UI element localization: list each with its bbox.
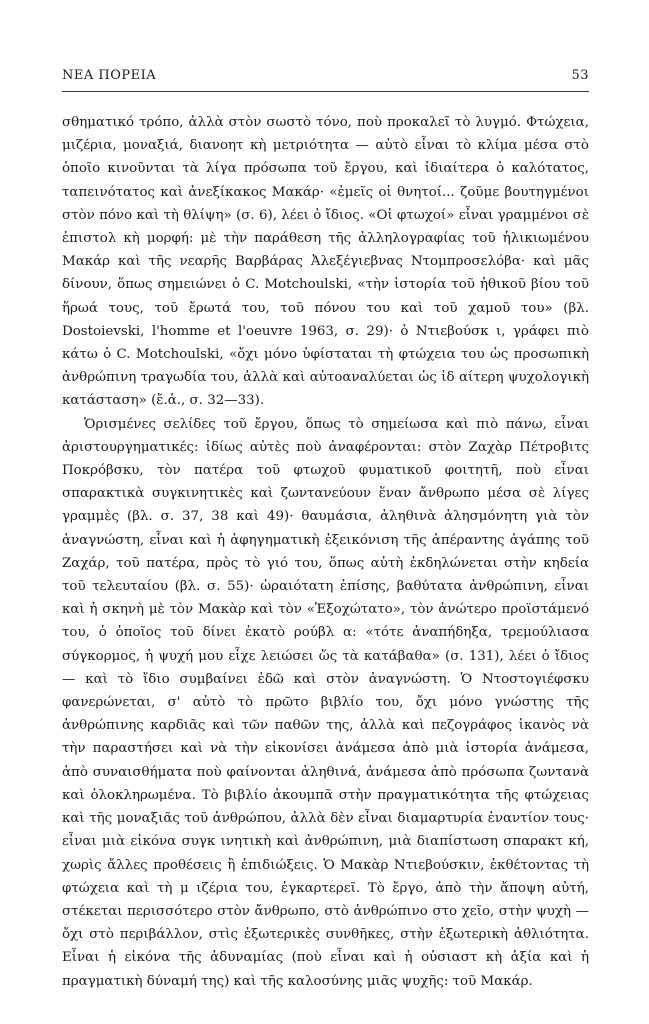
page-number: 53 <box>571 68 589 83</box>
paragraph-1: σθηματικό τρόπο, ἀλλὰ στὸν σωστὸ τόνο, ποὺ προκαλεῖ τὸ λυγμό. Φτώχεια, μιζέρια, μοναξιά, διανοητ κὴ μετριότητα — αὐτὸ εἶναι τὸ κλίμα μέσα στὸ ὁποῖο κινοῦνται τὰ λίγα πρόσωπα τοῦ ἔργου, καὶ ἰδιαίτερα ὁ καλότατος, ταπεινότατος καὶ ἀνεξίκακος Μακάρ· «ἐμεῖς οἱ θνητοί... ζοῦμε βουτηγμένοι στὸν πόνο καὶ τὴ θλίψη» (σ. 6), λέει ὁ ἴδιος. «Οἱ φτωχοί» εἶναι γραμμένοι σὲ ἐπιστολ κὴ μορφή: μὲ τὴν παράθεση τῆς ἀλληλογραφίας τοῦ ἡλικιωμένου Μακάρ καὶ τῆς νεαρῆς Βαρβάρας Ἀλεξέγιεβνας Ντομπροσελόβα· καὶ μᾶς δίνουν, ὅπως σημειώνει ὁ C. Motchoulski, «τὴν ἱστορία τοῦ ἠθικοῦ βίου τοῦ ἥρωά τους, τοῦ ἔρωτά του, τοῦ πόνου του καὶ τοῦ χαμοῦ του» (βλ. Dostoievski, l'homme et l'oeuvre 1963, σ. 29)· ὁ Ντιεβούσκ ι, γράφει πιὸ κάτω ὁ C. Motchoulski, «ὄχι μόνο ὑφίσταται τὴ φτώχεια του ὡς προσωπικὴ ἀνθρώπινη τραγωδία του, ἀλλὰ καὶ αὐτοαναλύεται ὡς ἰδ αίτερη ψυχολογικὴ κατάσταση» (ἔ.ἀ., σ. 32—33). <box>62 115 589 409</box>
body-text <box>62 111 589 993</box>
running-header <box>62 68 589 92</box>
journal-title: ΝΕΑ ΠΟΡΕΙΑ <box>62 68 157 83</box>
paragraph-2: Ὁρισμένες σελίδες τοῦ ἔργου, ὅπως τὸ σημείωσα καὶ πιὸ πάνω, εἶναι ἀριστουργηματικές: ἰδίως αὐτὲς ποὺ ἀναφέρονται: στὸν Ζαχὰρ Πέτροβιτς Ποκρόβσκυ, τὸν πατέρα τοῦ φτωχοῦ φυματικοῦ φοιτητῆ, ποὺ εἶναι σπαρακτικὰ συγκινητικὲς καὶ ζωντανεύουν ἕναν ἄνθρωπο μέσα σὲ λίγες γραμμὲς (βλ. σ. 37, 38 καὶ 49)· θαυμάσια, ἀληθινὰ ἀλησμόνητη γιὰ τὸν ἀναγνώστη, εἶναι καὶ ἡ ἀφηγηματικὴ ἐξεικόνιση τῆς ἀπέραντης ἀγάπης τοῦ Ζαχάρ, τοῦ πατέρα, πρὸς τὸ γιό του, ὅπως αὐτὴ ἐκδηλώνεται στὴν κηδεία τοῦ τελευταίου (βλ. σ. 55)· ὡραιότατη ἐπίσης, βαθύτατα ἀνθρώπινη, εἶναι καὶ ἡ σκηνὴ μὲ τὸν Μακὰρ καὶ τὸν «Ἐξοχώτατο», τὸν ἀνώτερο προϊστάμενό του, ὁ ὁποῖος τοῦ δίνει ἑκατὸ ρούβλ α: «τότε ἀναπήδηξα, τρεμούλιασα σύγκορμος, ἡ ψυχή μου εἶχε λειώσει ὥς τὰ κατάβαθα» (σ. 131), λέει ὁ ἴδιος — καὶ τὸ ἴδιο συμβαίνει ἐδῶ καὶ στὸν ἀναγνώστη. Ὁ Ντοστογιέφσκυ φανερώνεται, σ' αὐτὸ τὸ πρῶτο βιβλίο του, ὄχι μόνο γνώστης τῆς ἀνθρώπινης καρδιᾶς καὶ τῶν παθῶν της, ἀλλὰ καὶ πεζογράφος ἱκανὸς νὰ τὴν παραστήσει καὶ νὰ τὴν εἰκονίσει ἀνάμεσα ἀπὸ μιὰ ἱστορία ἀνάμεσα, ἀπὸ συναισθήματα ποὺ φαίνονται ἀληθινά, ἀνάμεσα ἀπὸ πρόσωπα ζωντανὰ καὶ ὁλοκληρωμένα. Τὸ βιβλίο ἀκουμπᾶ στὴν πραγματικότητα τῆς φτώχειας καὶ τῆς μοναξιᾶς τοῦ ἀνθρώπου, ἀλλὰ δὲν εἶναι διαμαρτυρία ἐναντίον τους· εἶναι μιὰ εἰκόνα συγκ ινητικὴ καὶ ἀνθρώπινη, μιὰ διαπίστωση σπαρακτ κή, χωρὶς ἄλλες προθέσεις ἢ ἐπιδιώξεις. Ὁ Μακὰρ Ντιεβούσκιν, ἐκθέτοντας τὴ φτώχεια καὶ τὴ μ ιζέρια του, ἐγκαρτερεῖ. Τὸ ἔργο, ἀπὸ τὴν ἄποψη αὐτή, στέκεται περισσότερο στὸν ἄνθρωπο, στὸ ἀνθρώπινο στο χεῖο, στὴν ψυχὴ — ὄχι στὸ περιβάλλον, στὶς ἐξωτερικὲς συνθῆκες, στὴν ἐξωτερικὴ ἀθλιότητα. Εἶναι ἡ εἰκόνα τῆς ἀδυναμίας (ποὺ εἶναι καὶ ἡ οὐσιαστ κὴ ἀξία καὶ ἡ πραγματικὴ δύναμή της) καὶ τῆς καλοσύνης μιᾶς ψυχῆς: τοῦ Μακάρ. <box>62 416 589 989</box>
